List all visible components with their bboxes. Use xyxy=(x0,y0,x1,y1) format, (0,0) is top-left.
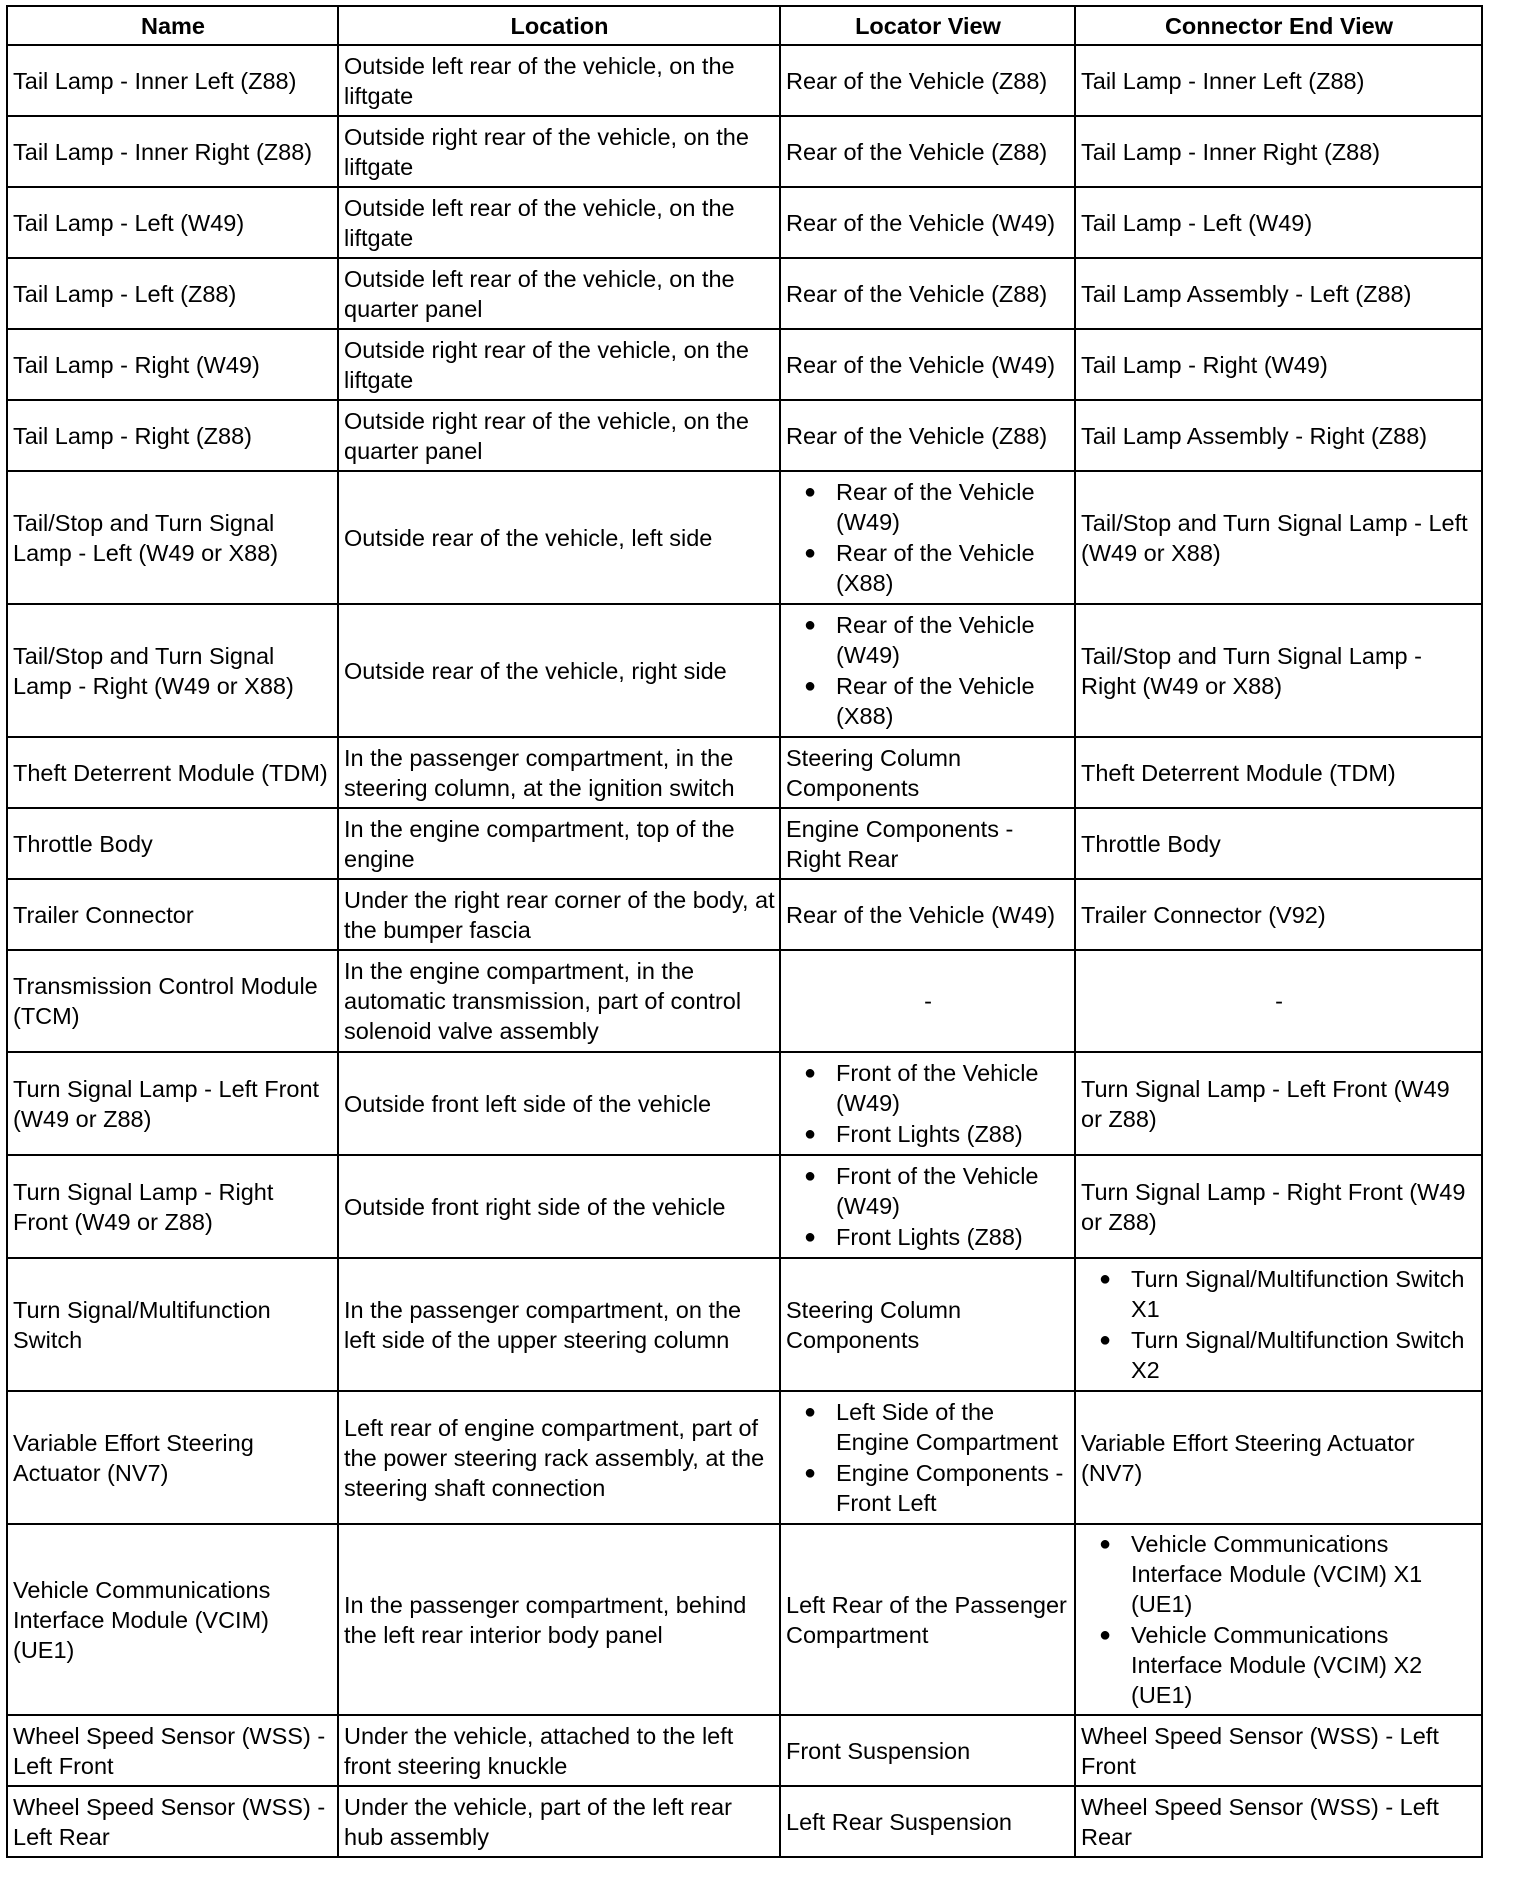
cell-name: Tail Lamp - Inner Right (Z88) xyxy=(7,116,338,187)
cell-connector: Tail Lamp - Right (W49) xyxy=(1075,329,1482,400)
component-locator-table xyxy=(6,5,1483,1858)
cell-connector: Tail Lamp Assembly - Right (Z88) xyxy=(1075,400,1482,471)
header-row xyxy=(7,6,1482,45)
cell-location: Under the vehicle, part of the left rear hub assembly xyxy=(338,1786,780,1857)
cell-name: Tail Lamp - Right (W49) xyxy=(7,329,338,400)
cell-name: Tail Lamp - Left (W49) xyxy=(7,187,338,258)
bullet-list xyxy=(786,1058,1070,1149)
cell-locator xyxy=(780,1155,1075,1258)
cell-name: Turn Signal Lamp - Left Front (W49 or Z88) xyxy=(7,1052,338,1155)
cell-connector: - xyxy=(1075,950,1482,1052)
header-location: Location xyxy=(338,6,780,45)
cell-name: Trailer Connector xyxy=(7,879,338,950)
bullet-item: ● Rear of the Vehicle (X88) xyxy=(786,671,1070,731)
table-row xyxy=(7,187,1482,258)
table-row xyxy=(7,116,1482,187)
cell-location: Left rear of engine compartment, part of the power steering rack assembly, at the steering shaft connection xyxy=(338,1391,780,1524)
cell-location: Outside left rear of the vehicle, on the quarter panel xyxy=(338,258,780,329)
table-row xyxy=(7,604,1482,737)
bullet-item: ● Rear of the Vehicle (W49) xyxy=(786,477,1070,537)
cell-name: Transmission Control Module (TCM) xyxy=(7,950,338,1052)
cell-name: Tail Lamp - Right (Z88) xyxy=(7,400,338,471)
cell-locator: Rear of the Vehicle (W49) xyxy=(780,329,1075,400)
cell-connector: Tail Lamp Assembly - Left (Z88) xyxy=(1075,258,1482,329)
cell-name: Tail Lamp - Inner Left (Z88) xyxy=(7,45,338,116)
cell-location: In the passenger compartment, behind the left rear interior body panel xyxy=(338,1524,780,1715)
cell-locator: Rear of the Vehicle (W49) xyxy=(780,879,1075,950)
bullet-item: ● Rear of the Vehicle (W49) xyxy=(786,610,1070,670)
cell-location: Under the right rear corner of the body, at the bumper fascia xyxy=(338,879,780,950)
cell-location: Outside front left side of the vehicle xyxy=(338,1052,780,1155)
bullet-item: ● Front of the Vehicle (W49) xyxy=(786,1058,1070,1118)
component-locator-table-page xyxy=(6,5,1481,1889)
table-row xyxy=(7,1524,1482,1715)
cell-locator: Rear of the Vehicle (Z88) xyxy=(780,116,1075,187)
cell-connector: Trailer Connector (V92) xyxy=(1075,879,1482,950)
cell-connector: Turn Signal Lamp - Right Front (W49 or Z88) xyxy=(1075,1155,1482,1258)
bullet-item: ● Turn Signal/Multifunction Switch X1 xyxy=(1081,1264,1477,1324)
cell-name: Turn Signal Lamp - Right Front (W49 or Z88) xyxy=(7,1155,338,1258)
header-locator-view: Locator View xyxy=(780,6,1075,45)
table-row xyxy=(7,329,1482,400)
cell-connector: Tail/Stop and Turn Signal Lamp - Left (W49 or X88) xyxy=(1075,471,1482,604)
table-row xyxy=(7,737,1482,808)
table-body xyxy=(7,45,1482,1857)
table-row xyxy=(7,400,1482,471)
cell-connector xyxy=(1075,1524,1482,1715)
bullet-item: ● Turn Signal/Multifunction Switch X2 xyxy=(1081,1325,1477,1385)
cell-locator: Steering Column Components xyxy=(780,1258,1075,1391)
table-row xyxy=(7,1786,1482,1857)
cell-location: Outside right rear of the vehicle, on the liftgate xyxy=(338,116,780,187)
cell-locator xyxy=(780,604,1075,737)
cell-connector: Tail/Stop and Turn Signal Lamp - Right (W49 or X88) xyxy=(1075,604,1482,737)
cell-name: Turn Signal/Multifunction Switch xyxy=(7,1258,338,1391)
cell-locator: Rear of the Vehicle (Z88) xyxy=(780,258,1075,329)
cell-locator: Rear of the Vehicle (Z88) xyxy=(780,400,1075,471)
cell-connector: Throttle Body xyxy=(1075,808,1482,879)
cell-connector: Turn Signal Lamp - Left Front (W49 or Z88) xyxy=(1075,1052,1482,1155)
table-row xyxy=(7,808,1482,879)
bullet-list xyxy=(1081,1529,1477,1710)
bullet-list xyxy=(786,1397,1070,1518)
cell-locator xyxy=(780,1052,1075,1155)
cell-location: In the passenger compartment, in the steering column, at the ignition switch xyxy=(338,737,780,808)
bullet-item: ● Left Side of the Engine Compartment xyxy=(786,1397,1070,1457)
cell-name: Wheel Speed Sensor (WSS) - Left Rear xyxy=(7,1786,338,1857)
cell-connector: Wheel Speed Sensor (WSS) - Left Front xyxy=(1075,1715,1482,1786)
table-row xyxy=(7,1258,1482,1391)
cell-name: Tail/Stop and Turn Signal Lamp - Right (W49 or X88) xyxy=(7,604,338,737)
bullet-item: ● Front Lights (Z88) xyxy=(786,1222,1070,1252)
table-row xyxy=(7,45,1482,116)
cell-location: Outside right rear of the vehicle, on the quarter panel xyxy=(338,400,780,471)
cell-name: Wheel Speed Sensor (WSS) - Left Front xyxy=(7,1715,338,1786)
cell-location: In the engine compartment, top of the engine xyxy=(338,808,780,879)
cell-locator: Left Rear of the Passenger Compartment xyxy=(780,1524,1075,1715)
cell-locator xyxy=(780,1391,1075,1524)
cell-connector: Variable Effort Steering Actuator (NV7) xyxy=(1075,1391,1482,1524)
cell-locator: - xyxy=(780,950,1075,1052)
table-row xyxy=(7,1391,1482,1524)
cell-location: Outside right rear of the vehicle, on the liftgate xyxy=(338,329,780,400)
cell-connector: Tail Lamp - Left (W49) xyxy=(1075,187,1482,258)
cell-locator: Left Rear Suspension xyxy=(780,1786,1075,1857)
cell-connector: Theft Deterrent Module (TDM) xyxy=(1075,737,1482,808)
cell-name: Throttle Body xyxy=(7,808,338,879)
bullet-list xyxy=(786,1161,1070,1252)
cell-location: Under the vehicle, attached to the left front steering knuckle xyxy=(338,1715,780,1786)
cell-location: Outside rear of the vehicle, right side xyxy=(338,604,780,737)
cell-location: In the passenger compartment, on the left side of the upper steering column xyxy=(338,1258,780,1391)
bullet-list xyxy=(786,610,1070,731)
cell-location: Outside rear of the vehicle, left side xyxy=(338,471,780,604)
cell-location: In the engine compartment, in the automatic transmission, part of control solenoid valve assembly xyxy=(338,950,780,1052)
cell-location: Outside left rear of the vehicle, on the liftgate xyxy=(338,45,780,116)
cell-connector: Wheel Speed Sensor (WSS) - Left Rear xyxy=(1075,1786,1482,1857)
cell-locator: Rear of the Vehicle (Z88) xyxy=(780,45,1075,116)
header-connector-end-view: Connector End View xyxy=(1075,6,1482,45)
table-row xyxy=(7,1052,1482,1155)
cell-name: Variable Effort Steering Actuator (NV7) xyxy=(7,1391,338,1524)
table-row xyxy=(7,950,1482,1052)
bullet-item: ● Rear of the Vehicle (X88) xyxy=(786,538,1070,598)
cell-location: Outside front right side of the vehicle xyxy=(338,1155,780,1258)
cell-locator xyxy=(780,471,1075,604)
table-row xyxy=(7,1715,1482,1786)
cell-connector xyxy=(1075,1258,1482,1391)
bullet-item: ● Vehicle Communications Interface Module (VCIM) X2 (UE1) xyxy=(1081,1620,1477,1710)
bullet-item: ● Front Lights (Z88) xyxy=(786,1119,1070,1149)
bullet-item: ● Vehicle Communications Interface Module (VCIM) X1 (UE1) xyxy=(1081,1529,1477,1619)
cell-name: Vehicle Communications Interface Module (VCIM) (UE1) xyxy=(7,1524,338,1715)
bullet-item: ● Front of the Vehicle (W49) xyxy=(786,1161,1070,1221)
header-name: Name xyxy=(7,6,338,45)
table-row xyxy=(7,879,1482,950)
table-row xyxy=(7,258,1482,329)
cell-locator: Rear of the Vehicle (W49) xyxy=(780,187,1075,258)
cell-locator: Engine Components - Right Rear xyxy=(780,808,1075,879)
cell-connector: Tail Lamp - Inner Left (Z88) xyxy=(1075,45,1482,116)
bullet-item: ● Engine Components - Front Left xyxy=(786,1458,1070,1518)
cell-locator: Steering Column Components xyxy=(780,737,1075,808)
cell-locator: Front Suspension xyxy=(780,1715,1075,1786)
cell-connector: Tail Lamp - Inner Right (Z88) xyxy=(1075,116,1482,187)
cell-location: Outside left rear of the vehicle, on the liftgate xyxy=(338,187,780,258)
cell-name: Theft Deterrent Module (TDM) xyxy=(7,737,338,808)
table-row xyxy=(7,471,1482,604)
bullet-list xyxy=(786,477,1070,598)
cell-name: Tail Lamp - Left (Z88) xyxy=(7,258,338,329)
table-row xyxy=(7,1155,1482,1258)
cell-name: Tail/Stop and Turn Signal Lamp - Left (W49 or X88) xyxy=(7,471,338,604)
bullet-list xyxy=(1081,1264,1477,1385)
